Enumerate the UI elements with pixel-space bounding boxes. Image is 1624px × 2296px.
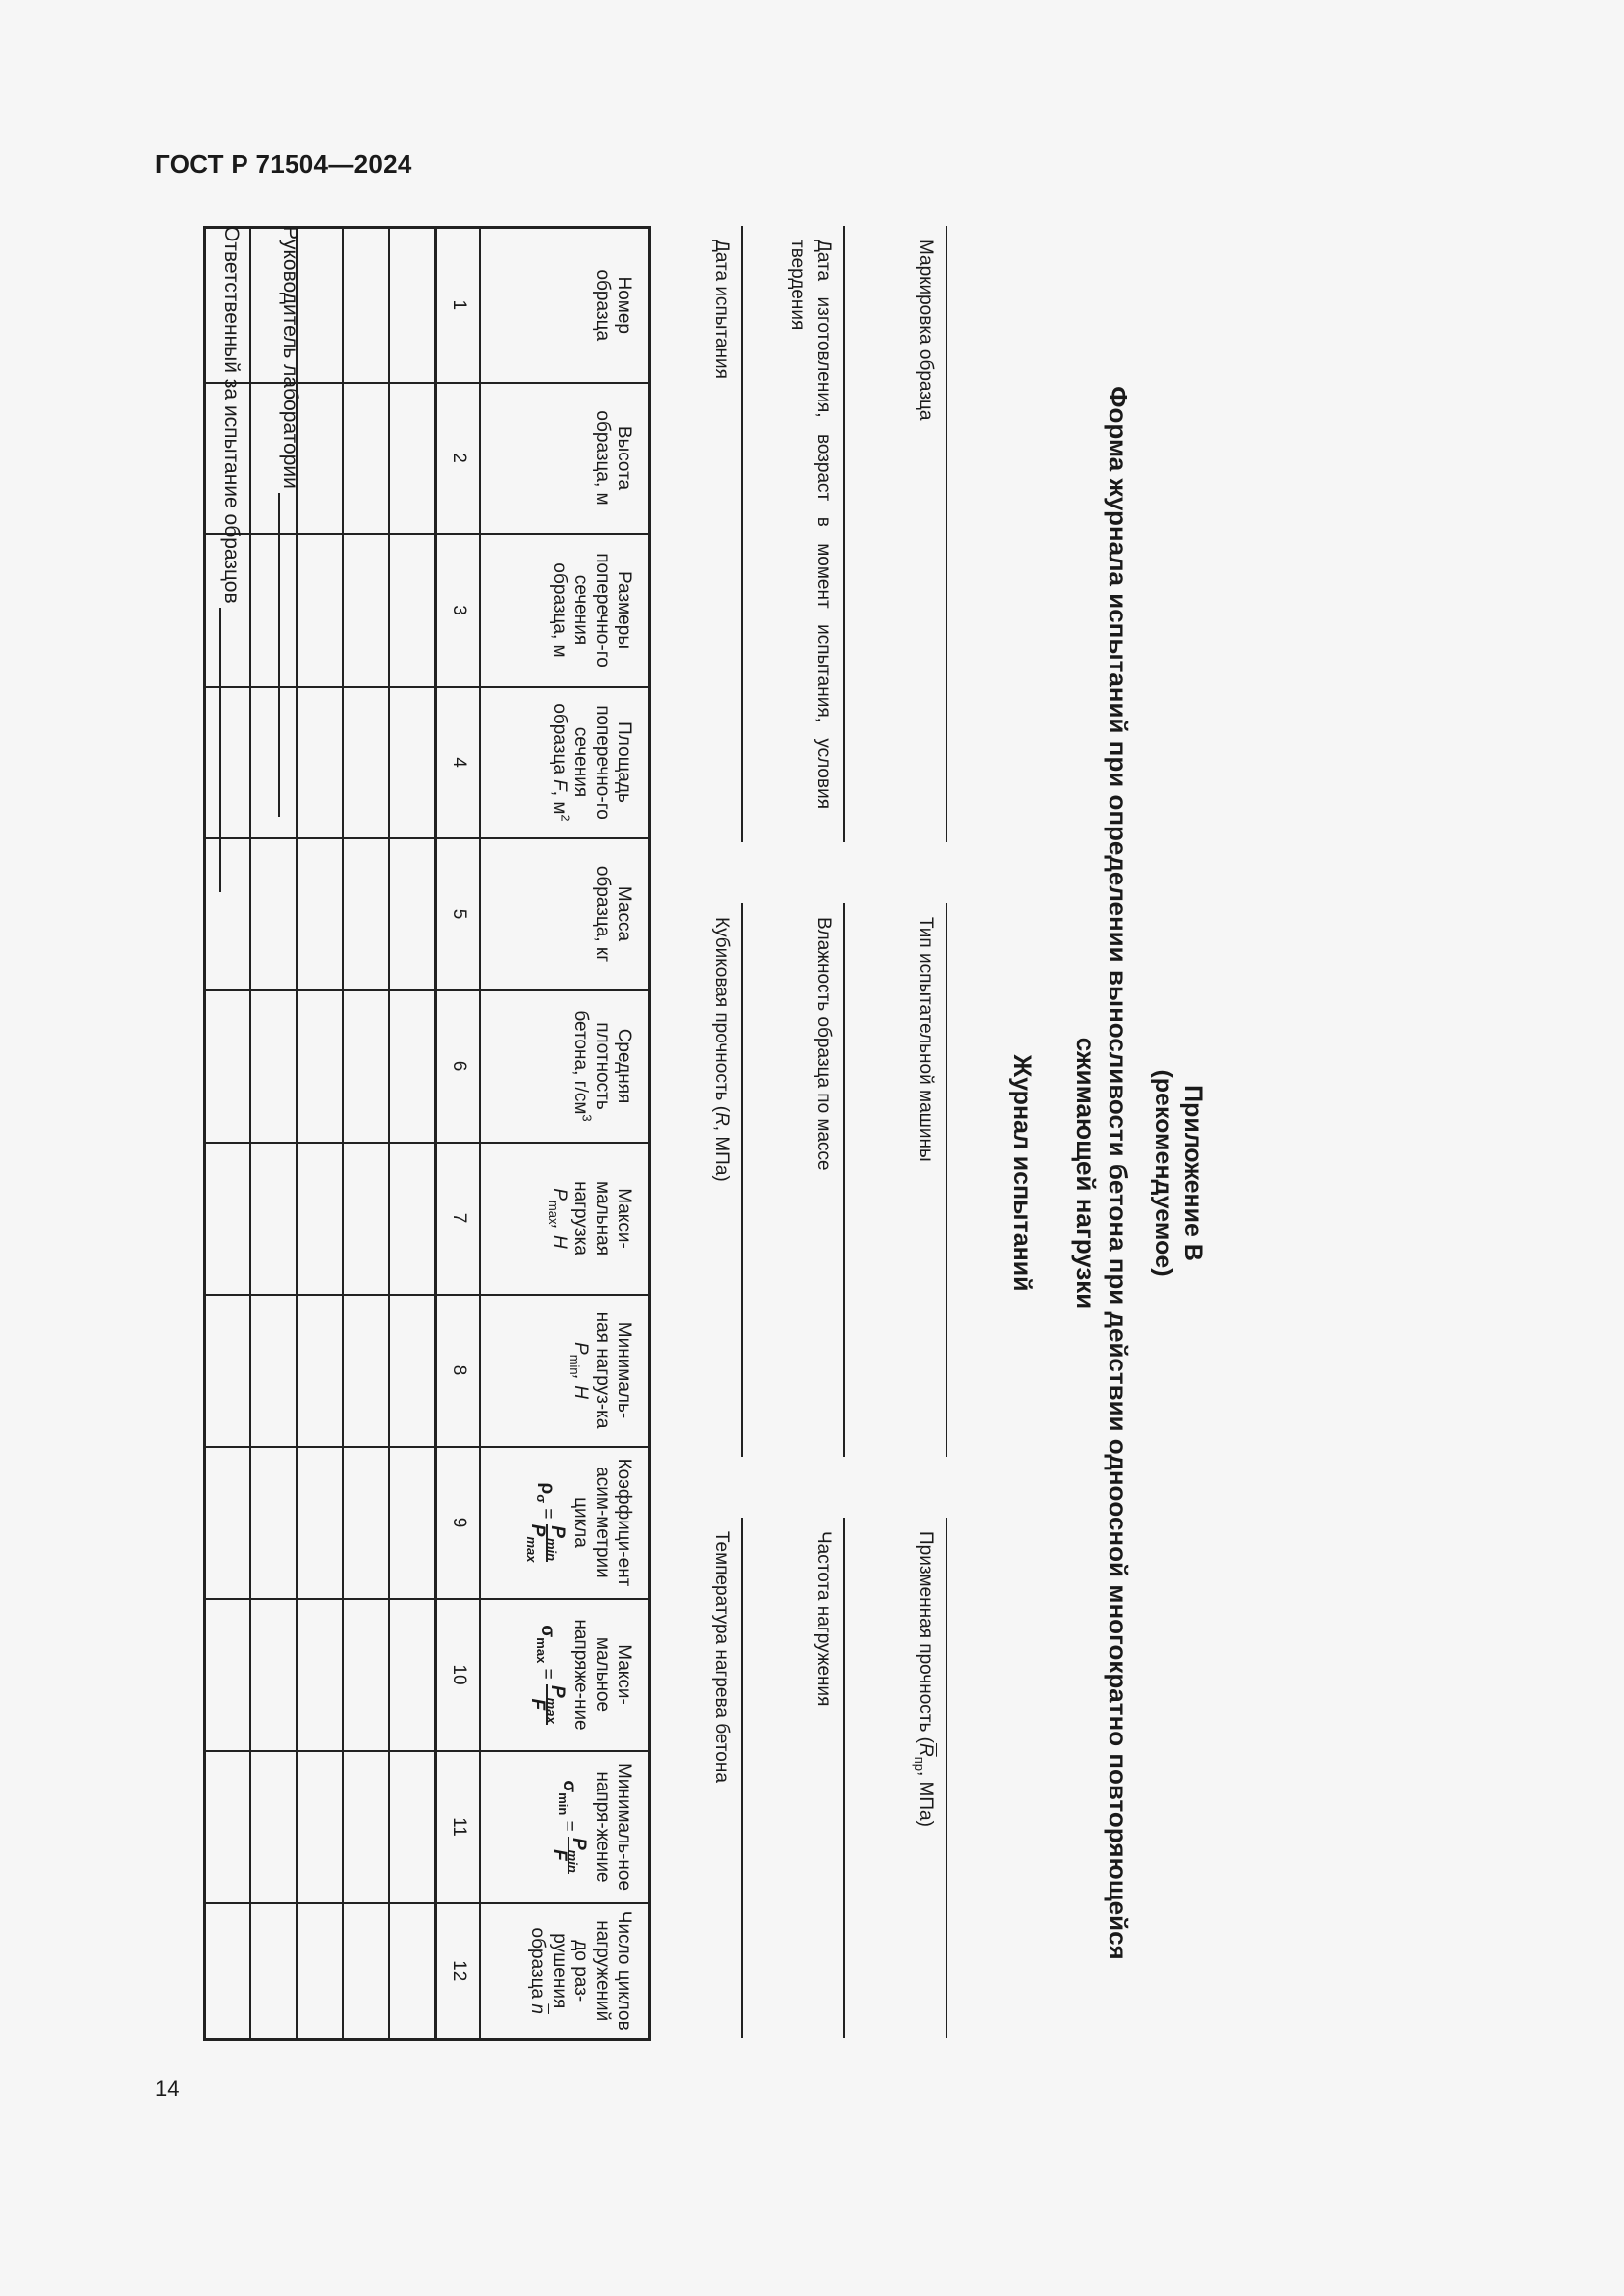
table-cell[interactable]	[298, 534, 344, 687]
table-cell[interactable]	[344, 990, 390, 1143]
field-cube-strength-label: Кубиковая прочность (R, МПа)	[711, 917, 731, 1182]
table-column-numbers-row	[436, 228, 481, 2040]
table-cell[interactable]	[344, 687, 390, 838]
table-cell[interactable]	[344, 1143, 390, 1295]
col-number: 10	[436, 1599, 481, 1751]
field-frequency-label: Частота нагружения	[813, 1531, 834, 1707]
table-cell[interactable]	[205, 1143, 251, 1295]
table-cell[interactable]	[344, 383, 390, 534]
col-number: 6	[436, 990, 481, 1143]
col-number: 12	[436, 1903, 481, 2040]
signature-lab-head	[278, 226, 301, 817]
form-title	[1069, 226, 1134, 2120]
table-cell[interactable]	[251, 1295, 298, 1447]
table-cell[interactable]	[205, 990, 251, 1143]
table-cell[interactable]	[390, 838, 436, 990]
table-row	[390, 228, 436, 2040]
table-cell[interactable]	[344, 1295, 390, 1447]
col-header-max-stress: Макси-мальное напряже-ние $\sigma_{max}$ = $P_{max}$ F	[481, 1599, 650, 1751]
col-header-min-stress: Минималь-ное напря-жение $\sigma_{min}$ = $P_{min}$ F	[481, 1751, 650, 1903]
table-cell[interactable]	[251, 1447, 298, 1599]
table-cell[interactable]	[205, 1295, 251, 1447]
table-cell[interactable]	[251, 1143, 298, 1295]
field-manufacture-date-label: Дата изготовления, возраст в момент испытания, условия твердения	[787, 240, 834, 809]
table-cell[interactable]	[251, 1903, 298, 2040]
table-cell[interactable]	[298, 687, 344, 838]
col-number: 8	[436, 1295, 481, 1447]
form-title-line2: сжимающей нагрузки	[1071, 1037, 1101, 1309]
table-cell[interactable]	[390, 228, 436, 383]
table-cell[interactable]	[344, 1903, 390, 2040]
table-cell[interactable]	[298, 383, 344, 534]
table-row	[344, 228, 390, 2040]
col-number: 7	[436, 1143, 481, 1295]
table-cell[interactable]	[298, 1295, 344, 1447]
col-header-asymmetry-coefficient: Коэффици-ент асим-метрии цикла $\rho_\sigma$ = $P_{min}$ $P_{max}$	[481, 1447, 650, 1599]
table-cell[interactable]	[390, 1599, 436, 1751]
field-test-date-label: Дата испытания	[711, 240, 731, 379]
table-cell[interactable]	[344, 1447, 390, 1599]
col-header-sample-number: Номер образца	[481, 228, 650, 383]
table-cell[interactable]	[390, 1903, 436, 2040]
table-cell[interactable]	[298, 1447, 344, 1599]
col-number: 11	[436, 1751, 481, 1903]
signature-responsible	[219, 226, 243, 892]
table-cell[interactable]	[298, 990, 344, 1143]
table-cell[interactable]	[251, 990, 298, 1143]
table-cell[interactable]	[205, 1447, 251, 1599]
table-cell[interactable]	[251, 1751, 298, 1903]
journal-title: Журнал испытаний	[1008, 1054, 1036, 1292]
table-cell[interactable]	[390, 1295, 436, 1447]
signature-lab-head-label: Руководитель лаборатории	[279, 226, 301, 489]
signature-responsible-label: Ответственный за испытание образцов	[220, 226, 243, 604]
table-cell[interactable]	[390, 1143, 436, 1295]
col-header-height: Высота образца, м	[481, 383, 650, 534]
table-cell[interactable]	[298, 1903, 344, 2040]
table-cell[interactable]	[344, 534, 390, 687]
col-number: 2	[436, 383, 481, 534]
field-test-date[interactable]	[651, 226, 743, 842]
col-header-max-load: Макси-мальная нагрузка $P_{max}$, H	[481, 1143, 650, 1295]
rotated-form-content	[74, 226, 1207, 2120]
table-cell[interactable]	[298, 1599, 344, 1751]
table-cell[interactable]	[344, 838, 390, 990]
col-number: 1	[436, 228, 481, 383]
table-header-row	[481, 228, 650, 2040]
min-stress-formula: $\sigma_{min}$ = $P_{min}$ F	[549, 1780, 589, 1873]
table-cell[interactable]	[251, 1599, 298, 1751]
table-cell[interactable]	[251, 838, 298, 990]
table-cell[interactable]	[298, 838, 344, 990]
field-heating-temp[interactable]	[651, 1518, 743, 2038]
table-cell[interactable]	[298, 1751, 344, 1903]
max-stress-formula: $\sigma_{max}$ = $P_{max}$ F	[527, 1625, 568, 1724]
col-header-mass: Масса образца, кг	[481, 838, 650, 990]
col-header-cross-section-dims: Размеры поперечно-го сечения образца, м	[481, 534, 650, 687]
field-moisture-label: Влажность образца по массе	[813, 917, 834, 1171]
table-cell[interactable]	[390, 1751, 436, 1903]
asymmetry-formula: $\rho_\sigma$ = $P_{min}$ $P_{max}$	[524, 1482, 568, 1563]
col-number: 9	[436, 1447, 481, 1599]
appendix-title: Приложение В	[1179, 1085, 1207, 1261]
table-cell[interactable]	[390, 1447, 436, 1599]
col-header-density: Средняя плотность бетона, $г/см^3$	[481, 990, 650, 1143]
table-cell[interactable]	[298, 1143, 344, 1295]
table-cell[interactable]	[390, 383, 436, 534]
table-cell[interactable]	[390, 687, 436, 838]
table-cell[interactable]	[390, 990, 436, 1143]
col-header-cycles-to-failure: Число циклов нагружений до раз-рушения образца $\overline{n}$	[481, 1903, 650, 2040]
signature-responsible-line[interactable]	[219, 608, 221, 892]
field-cube-strength[interactable]	[651, 903, 743, 1457]
table-row	[298, 228, 344, 2040]
col-header-min-load: Минималь-ная нагруз-ка $P_{min}$, H	[481, 1295, 650, 1447]
table-cell[interactable]	[344, 1599, 390, 1751]
col-number: 5	[436, 838, 481, 990]
table-cell[interactable]	[205, 1751, 251, 1903]
table-cell[interactable]	[298, 228, 344, 383]
col-header-cross-section-area: Площадь поперечно-го сечения образца F, $м^2$	[481, 687, 650, 838]
table-cell[interactable]	[205, 1599, 251, 1751]
table-cell[interactable]	[205, 1903, 251, 2040]
page-number: 14	[155, 2076, 180, 2101]
field-prism-strength-label: Призменная прочность ($\overline{R}_{пр}$, МПа)	[912, 1531, 936, 1827]
appendix-status: (рекомендуемое)	[1150, 1069, 1177, 1277]
col-number: 3	[436, 534, 481, 687]
field-machine-type-label: Тип испытательной машины	[915, 917, 936, 1162]
table-cell[interactable]	[390, 534, 436, 687]
document-code: ГОСТ Р 71504—2024	[155, 149, 412, 179]
signature-lab-head-line[interactable]	[278, 493, 280, 817]
table-cell[interactable]	[344, 1751, 390, 1903]
table-cell[interactable]	[344, 228, 390, 383]
field-marking-label: Маркировка образца	[915, 240, 936, 421]
col-number: 4	[436, 687, 481, 838]
test-journal-table	[203, 226, 651, 2041]
field-heating-temp-label: Температура нагрева бетона	[711, 1531, 731, 1783]
form-title-line1: Форма журнала испытаний при определении выносливости бетона при действии одноосной многократно повторяющейся	[1104, 386, 1133, 1960]
